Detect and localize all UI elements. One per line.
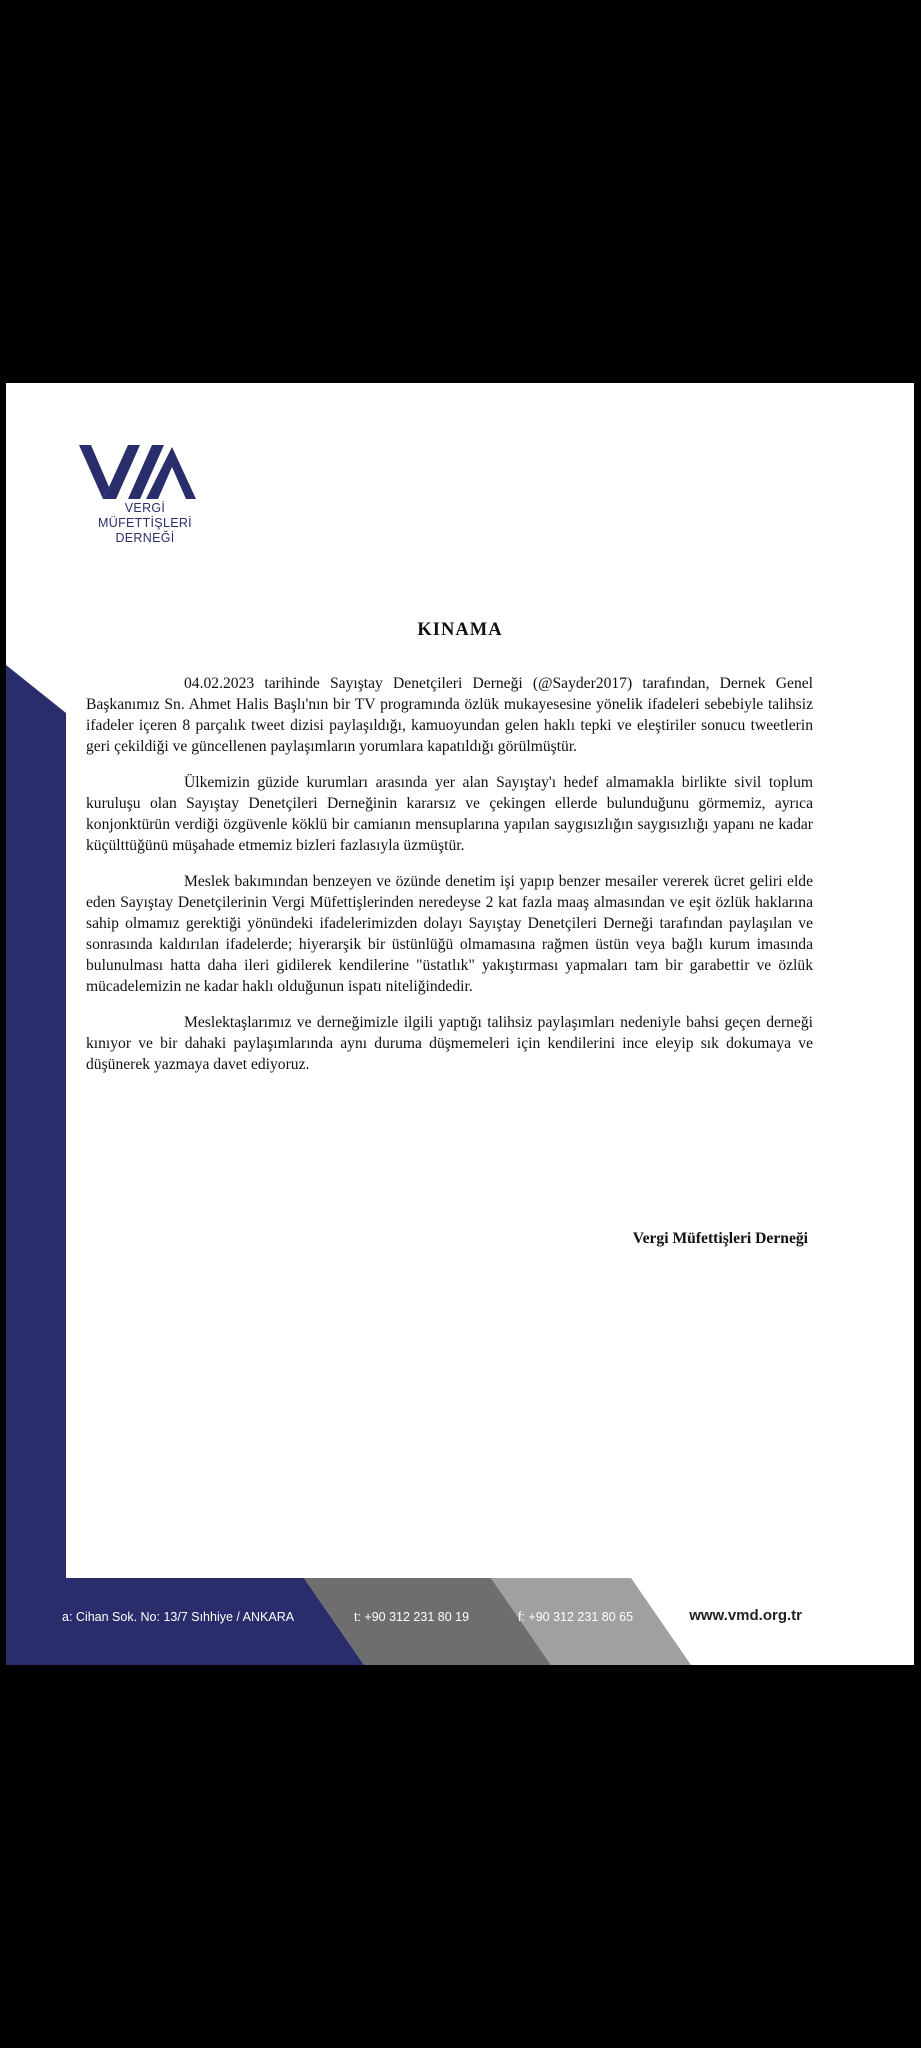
vmd-logo-mark — [76, 443, 196, 501]
paragraph-2: Ülkemizin güzide kurumları arasında yer alan Sayıştay'ı hedef almamakla birlikte sivil toplum kuruluşu olan Sayıştay Denetçileri Derneğinin kararsız ve çekingen ellerde bulunduğunu görmemiz, ayrıca konjonktürün verdiği özgüvenle köklü bir camianın mensuplarına yapılan saygısızlığın saygısızlığı yapanı ne kadar küçülttüğünü müşahade etmemiz bizleri fazlasıyla üzmüştür. — [86, 774, 813, 854]
document-title: KINAMA — [417, 620, 503, 640]
footer-website: www.vmd.org.tr — [689, 1607, 802, 1624]
footer-phone: t: +90 312 231 80 19 — [354, 1610, 470, 1624]
paragraph-1: 04.02.2023 tarihinde Sayıştay Denetçileri Derneği (@Sayder2017) tarafından, Dernek Genel Başkanımız Sn. Ahmet Halis Başlı'nın bir TV programında özlük mukayesesine yönelik ifadeleri sebebiyle talihsiz ifadeler içeren 8 parçalık tweet dizisi paylaşıldığı, kamuoyundan gelen haklı tepki ve eleştiriler sonucu tweetlerin geri çekildiği ve güncellenen paylaşımların yorumlara kapatıldığı görülmüştür. — [86, 675, 813, 755]
footer-fax: f: +90 312 231 80 65 — [518, 1610, 634, 1624]
paragraph-3: Meslek bakımından benzeyen ve özünde denetim işi yapıp benzer mesailer vererek ücret geliri elde eden Sayıştay Denetçilerinin Vergi Müfettişlerinden neredeyse 2 kat fazla maaş almasından ve eşit özlük haklarına sahip olmamız gerektiği yönündeki ifadelerimizden dolayı Sayıştay Denetçileri Derneği tarafından paylaşılan ve sonrasında kaldırılan ifadelerde; hiyerarşik bir üstünlüğü olmamasına rağmen üstün veya bağlı kurum imasında bulunulması hatta daha ileri gidilerek kendilerine "üstatlık" yakıştırması yapmaları tam bir garabettir ve özlük mücadelemizin ne kadar haklı olduğunun ispatı niteliğindedir. — [86, 873, 813, 995]
logo-text-line-2: DERNEĞİ — [115, 531, 175, 545]
navy-side-band — [6, 665, 66, 1578]
letter-page — [6, 383, 914, 1665]
logo-text-line-1: VERGİ MÜFETTİŞLERİ — [98, 501, 192, 530]
signature: Vergi Müfettişleri Derneği — [632, 1230, 808, 1247]
vmd-logo — [76, 443, 226, 546]
paragraph-4: Meslektaşlarımız ve derneğimizle ilgili yaptığı talihsiz paylaşımları nedeniyle bahsi geçen derneği kınıyor ve bir dahaki paylaşımlarında aynı duruma düşmemeleri için kendilerini ince eleyip sık dokumaya ve düşünerek yazmaya davet ediyoruz. — [86, 1014, 813, 1073]
document-body — [86, 673, 813, 1090]
footer-address: a: Cihan Sok. No: 13/7 Sıhhiye / ANKARA — [62, 1610, 295, 1624]
